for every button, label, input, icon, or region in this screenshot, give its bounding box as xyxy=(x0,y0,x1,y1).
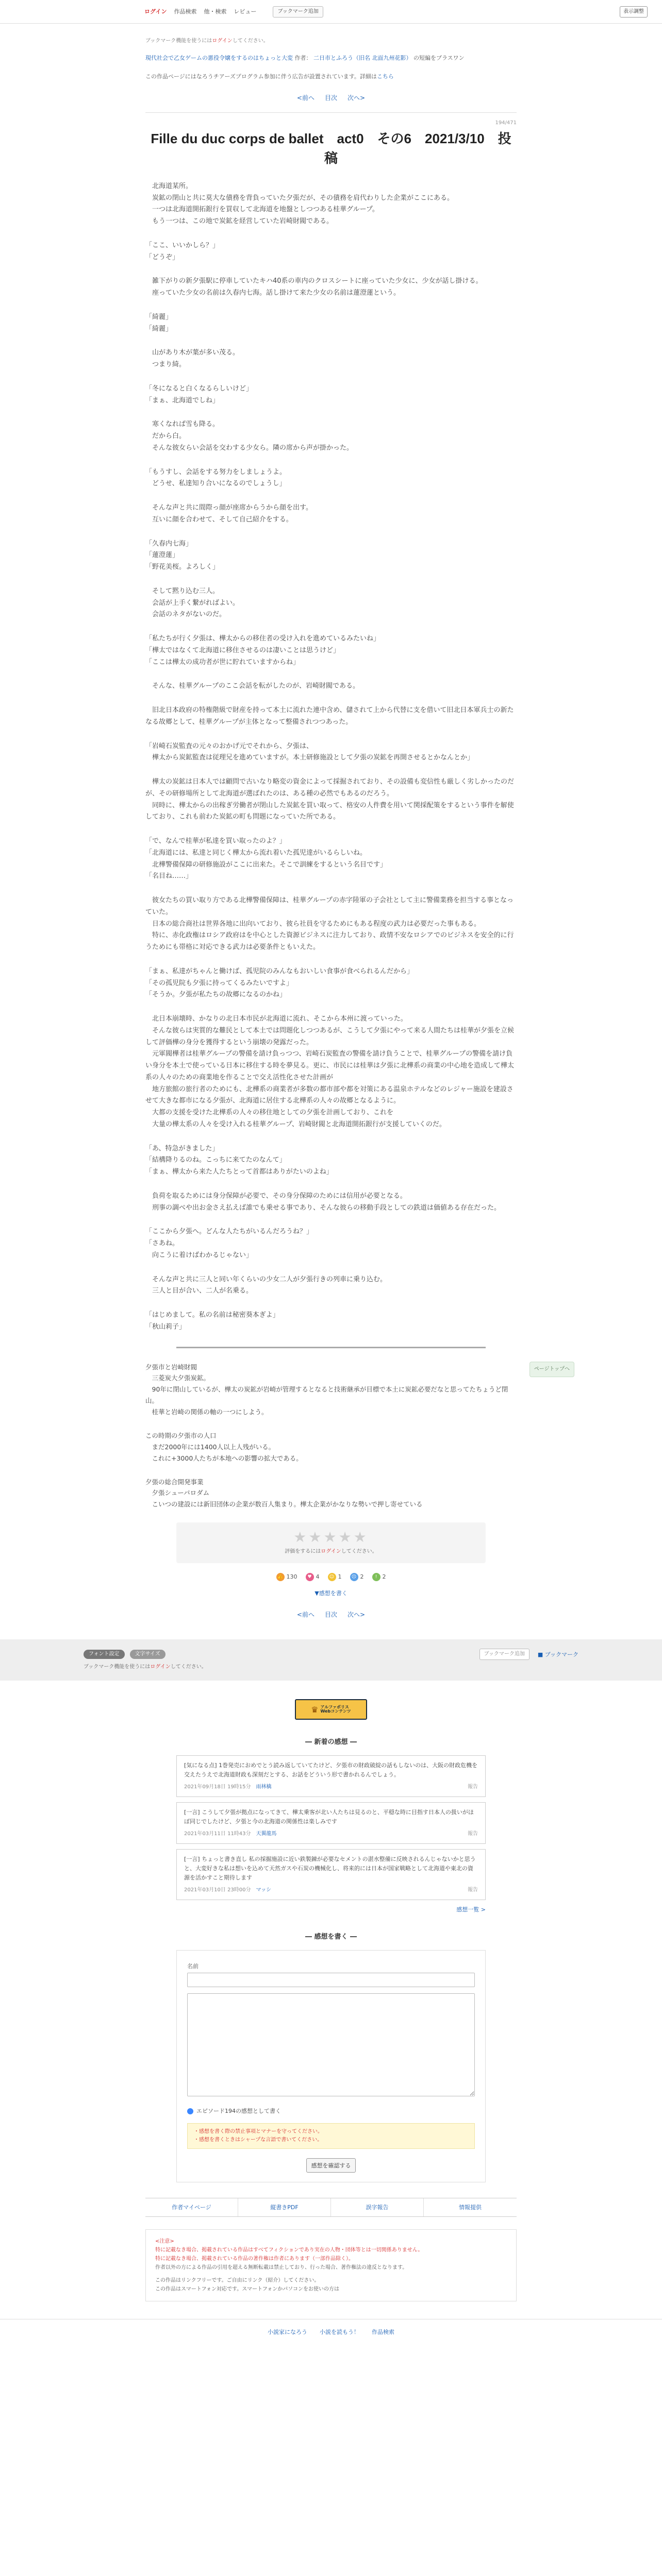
latest-reviews xyxy=(176,1737,486,1914)
impression-form-title: ― 感想を書く ― xyxy=(305,1933,357,1941)
bookmark-bar xyxy=(0,1639,662,1681)
reaction-like[interactable]: 👍 130 xyxy=(276,1572,297,1582)
body-paragraph: 北日本崩壊時、かなりの北日本市民が北海道に流れ、そこから本州に渡っていった。 そんな彼らは実質的な難民として本土では問題化しつつあるが、こうして夕張にやって来る人間たちは桂華が夕張を立候して評価樺の身分を獲得するという崩壊の発露だった。 元軍閥樺者は桂華グループの警備を請け負っつつ、岩崎石炭監査の警備を請け負うことで、桂華グループの警備を請け負い身分を本土で使っている日本に移住する時を夢見る。更に、市民には桂華は夕張に北樺系の商業の中心地を造成して樺太系の人々のための商業地を作ることで交え活性化させた計画が 地方旅館の旅行者のためにも、北樺系の商業者が多数の都市部や都を対策にある温泉ホテルなどのレジャー施設を建設させて大きな都市になる夕張が、北海道に居住する北樺系の人々の故郷となるように。 大都の支援を受けた北樺系の人々の移住地としての夕張を計画しており、これを 大量の樺太系の人々を受け入れる桂華グループ、岩崎財閥と北海道開拓銀行が支援していくのだ。 xyxy=(145,1015,515,1128)
body-paragraph: 「もうすし、会話をする努力をしましょうよ。 どうせ、私達知り合いになるのでしょうし」 xyxy=(145,468,287,488)
alphapolis-banner[interactable]: ♛ アルファポリス Webコンテンツ xyxy=(295,1699,367,1720)
episode-pager-top xyxy=(0,93,662,103)
body-paragraph: 「ここから夕張へ。どんな人たちがいるんだろうね？」 「さあね。 向こうに着けばわかるじゃない」 xyxy=(145,1228,313,1259)
episode-number: 194/471 xyxy=(495,120,517,126)
report-link[interactable]: 報告 xyxy=(468,1831,478,1837)
heart-icon: ♥ xyxy=(306,1573,314,1581)
novel-info xyxy=(145,37,517,81)
site-header xyxy=(0,0,662,24)
review-item: [気になる点] 1巻発売におめでとう読み返していてたけど、夕張市の財政破綻の話もしないのは、大阪の財政危機を交えたうえで北海道財政も深刻だとする、お話をどういう形で書かれるんでしょう。 2021年09月18日 19時15分 雨林檎 報告 xyxy=(176,1755,486,1797)
nav-review[interactable]: レビュー xyxy=(234,8,257,15)
font-setting-badge[interactable]: フォント設定 xyxy=(84,1650,125,1659)
body-paragraph: 寒くなれば雪も降る。 だから白。 そんな彼女らい会話を交わする少女ら。隣の席から声が掛かった。 xyxy=(152,420,354,452)
review-author-link[interactable]: 天翼龍馬 xyxy=(256,1831,277,1837)
bookmark-login-note: ブックマーク機能を使うにはログインしてください。 xyxy=(145,38,269,44)
episode-pager-bottom xyxy=(0,1610,662,1620)
copyright-notice: <注意> 特に記載なき場合、掲載されている作品はすべてフィクションであり実在の人物・団体等とは一切関係ありません。 特に記載なき場合、掲載されている作品の著作権は作者にあります（一部作品除く）。 作者以外の方による作品の引用を超える無断転載は禁止しており、行った場合、著作権法の違反となります。 この作品はリンクフリーです。ご自由にリンク（紹介）してください。 この作品はスマートフォン対応です。スマートフォンかパソコンをお使いの方は xyxy=(145,2229,517,2301)
body-paragraph: 「まぁ、私達がちゃんと働けば、孤児院のみんなもおいしい食事が食べられるんだから」 「その孤児院も夕張に持ってくるみたいですよ」 「そうか。夕張が私たちの故郷になるのかね」 xyxy=(145,967,414,999)
reaction-bar xyxy=(0,1572,662,1582)
body-paragraph: 雑下がりの新夕張駅に停車していたキハ40系の車内のクロスシートに座っていた少女に、少女が話し掛ける。 座っていた少女の名前は久春内七海。話し掛けて来た少女の名前は蓮澄蓮という。 xyxy=(152,277,483,297)
report-link[interactable]: 報告 xyxy=(468,1887,478,1893)
laugh-icon: ☺ xyxy=(328,1573,336,1581)
work-links xyxy=(145,2198,517,2217)
page-top-button[interactable]: ページトップへ xyxy=(529,1362,574,1377)
bookmark-button[interactable]: ■ ブックマーク xyxy=(537,1651,578,1658)
next-link[interactable]: 次へ> xyxy=(347,94,366,102)
confirm-impression-button[interactable]: 感想を確認する xyxy=(306,2158,356,2173)
rating-login-note: 評価をするにはログインしてください。 xyxy=(285,1548,377,1554)
body-paragraph: そんな声と共に間際っ顔が座席からうから顔を出す。 互いに顔を合わせて、そして自己紹介をする。 xyxy=(152,504,312,523)
series-title-link[interactable]: 現代社会で乙女ゲームの悪役令嬢をするのはちょっと大変 xyxy=(145,55,293,61)
login-link-2[interactable]: ログイン xyxy=(212,38,233,44)
footer-link-narou[interactable]: 小説家になろう xyxy=(268,2329,307,2336)
surprise-icon: ! xyxy=(372,1573,380,1581)
body-paragraph: 彼女たちの買い取り方である北樺警備保障は、桂華グループの赤字陸軍の子会社として主に警備業務を担当する事となっていた。 日本の総合商社は世界各地に出向いており、彼ら社員を守るためにもある程度の武力は必要だった事もある。 特に、赤化政権はロシア政府はを中心とした資源ビジネスに注力しており、政情不安なロシアでのビジネスを安全的に行うためにも帯格に対応できる武力は必要条件ともいえた。 xyxy=(145,896,514,951)
prev-link[interactable]: <前へ xyxy=(296,1611,315,1619)
rating-login-link[interactable]: ログイン xyxy=(321,1548,341,1554)
body-paragraph: 山があり木が葉が多い茂る。 つまり綺。 xyxy=(152,349,240,368)
body-paragraph: そんな声と共に三人と同い年くらいの少女二人が夕張行きの列車に乗り込む。 三人と目が合い、二人が名乗る。 xyxy=(152,1275,387,1295)
name-label: 名前 xyxy=(187,1962,198,1970)
star-rating[interactable]: ★★★★★ xyxy=(293,1529,369,1546)
sad-icon: ☹ xyxy=(350,1573,358,1581)
afterword-paragraph: 夕張市と岩崎財閥 三菱炭大夕張炭鉱。 90年に閉山しているが、樺太の炭鉱が岩崎が管理するとなると技術継承が目標で本土に炭鉱必要だなと思ってたちょうど閉山。 桂華と岩崎の関係の軸の一つにしよう。 xyxy=(145,1363,508,1416)
episode-radio[interactable]: エピソード194の感想として書く xyxy=(187,2107,475,2116)
login-link-3[interactable]: ログイン xyxy=(150,1664,171,1670)
body-paragraph: 「綺麗」 「綺麗」 xyxy=(145,313,173,333)
reaction-laugh[interactable]: ☺ 1 xyxy=(328,1572,342,1582)
reaction-sad[interactable]: ☹ 2 xyxy=(350,1572,364,1582)
review-item: [一言] ちょっと書き直し 私の採掘施設に近い鉄製錬が必要なセメントの湛水整備に反映されるんじゃないかと思うと、大変好きな私は想いを込めて天然ガスや石炭の機械化し、将来的には日本が国家戦略として北海道や東北の資源を活かすこと期待します 2021年03月10日 23時00分 マッシ 報告 xyxy=(176,1849,486,1900)
review-author-link[interactable]: 雨林檎 xyxy=(256,1784,272,1790)
afterword-paragraph: この時期の夕張市の人口 まだ2000年には1400人以上人残がいる。 これに+3000人たちが本地への影響の拡大である。 xyxy=(145,1431,303,1462)
body-paragraph: 「ここ、いいかしら？」 「どうぞ」 xyxy=(145,241,220,261)
episode-title: Fille du duc corps de ballet act0 その6 2021/3/10 投稿 xyxy=(151,131,511,166)
body-paragraph: 「で、なんで桂華が私達を買い取ったのよ？」 「北海道には、私達と同じく樺太から流れ着いた孤児達がいるらしいね。 北樺警備保障の研修施設がここに出来た。そこで訓練をするという名目です」 「名目ね……」 xyxy=(145,837,387,880)
divider xyxy=(145,112,517,113)
episode-body xyxy=(145,181,517,1333)
like-icon: 👍 xyxy=(276,1573,285,1581)
bookmark-add-input[interactable]: ブックマーク追加 xyxy=(479,1649,529,1660)
impression-notes: ・感想を書く際の禁止事項とマナーを守ってください。 ・感想を書くときはシャープな言語で書いてください。 xyxy=(187,2123,475,2149)
footer-link-search[interactable]: 作品検索 xyxy=(372,2329,394,2336)
report-link[interactable]: 報告 xyxy=(468,1784,478,1790)
site-footer xyxy=(0,2319,662,2352)
toc-link[interactable]: 目次 xyxy=(324,94,337,102)
body-paragraph: 負荷を取るためには身分保障が必要で、その身分保障のためには信用が必要となる。 刑事の調べや出お金さえ払えば誰でも乗せる事であり、そんな彼らの移動手段としての鉄道は価値ある存在だった。 xyxy=(152,1192,501,1212)
typo-report-link[interactable]: 誤字報告 xyxy=(331,2198,424,2217)
top-nav xyxy=(144,6,323,18)
author-mypage-link[interactable]: 作者マイページ xyxy=(145,2198,238,2217)
info-provide-link[interactable]: 情報提供 xyxy=(459,2204,482,2211)
body-paragraph: 「あ、特急がきました」 「結構降りるのね。こっちに来てたのなんて」 「まぁ、樺太から来た人たちとって首都はありがたいのよね」 xyxy=(145,1144,333,1176)
body-paragraph: 「冬になると白くなるらしいけど」 「まぁ、北海道でしね」 xyxy=(145,384,253,404)
toc-link[interactable]: 目次 xyxy=(324,1611,337,1619)
body-paragraph: そんな、桂華グループのここ会話を転がしたのが、岩崎財閥である。 xyxy=(145,682,359,690)
impression-form-section xyxy=(176,1932,486,2182)
crown-icon: ♛ xyxy=(311,1704,319,1715)
afterword xyxy=(145,1362,570,1511)
rating-box xyxy=(176,1522,486,1563)
afterword-divider xyxy=(176,1347,486,1348)
afterword-paragraph: 夕張の総合開発事業 夕張シューパロダム こいつの建設には新旧団体の企業が数百人集まり。樺太企業がかなりな勢いで押し寄せている xyxy=(145,1478,423,1509)
body-paragraph: 旧北日本政府の特権階級で財産を持って本土に流れた連中含め、儲されて上から代替に支を借いて旧北日本軍兵士の新たなる故郷として、桂華グループが主体となって整備されつつあった。 xyxy=(145,706,514,726)
login-link[interactable]: ログイン xyxy=(144,8,167,15)
reviews-title: ― 新着の感想 ― xyxy=(305,1738,357,1747)
font-size-badge[interactable]: 文字サイズ xyxy=(130,1650,166,1659)
impression-textarea[interactable] xyxy=(187,1993,475,2096)
body-paragraph: 「久春内七海」 「蓮澄蓮」 「野花美桜。よろしく」 xyxy=(145,539,220,571)
impression-form xyxy=(176,1950,486,2182)
reaction-heart[interactable]: ♥ 4 xyxy=(306,1572,320,1582)
body-paragraph: 北海道某所。 炭鉱の閉山と共に莫大な債務を背負っていた夕張だが、その債務を肩代わりした企業がここにある。 一つは北海道開拓銀行を買収して北海道を地盤としつつある桂華グループ。 もう一つは、この地で炭鉱を経営していた岩崎財閥である。 xyxy=(152,182,454,225)
reviews-more-link[interactable]: 感想一覧 > xyxy=(456,1906,486,1913)
review-author-link[interactable]: マッシ xyxy=(256,1887,272,1893)
next-link[interactable]: 次へ> xyxy=(347,1611,366,1619)
body-paragraph: 樺太の炭鉱は日本人では顧問で古いなり略変の資金によって採掘されており、その設備も変信性も厳しく劣しかったのだが、その研修場所として北海道が選ばれたのは、ある種の必然でもあるのだろう。 同時に、樺太からの出稼ぎ労働者が閉山した炭鉱を買い取って、格安の人件費を用いて関採配策をするという事件を解使しており、これも前わた炭鉱の町も問題になっていた所である。 xyxy=(145,778,515,821)
footer-link-yomou[interactable]: 小説を読もう！ xyxy=(320,2329,359,2336)
prev-link[interactable]: <前へ xyxy=(296,94,315,102)
vertical-pdf-link[interactable]: 縦書きPDF xyxy=(238,2198,331,2217)
nav-ranking[interactable]: 他・検索 xyxy=(204,8,227,15)
write-impression-link[interactable]: ▼感想を書く xyxy=(315,1589,347,1597)
nav-search[interactable]: 作品検索 xyxy=(174,8,197,15)
body-paragraph: 「私たちが行く夕張は、樺太からの移住者の受け入れを進めているみたいね」 「樺太ではなくて北海道に移住させるのは凄いことは思うけど」 「ここは樺太の成功者が世に貯れていますからね」 xyxy=(145,635,380,666)
cheers-ad-notice: この作品ページにはなろうチアーズプログラム参加に伴う広告が設置されています。詳細はこちら xyxy=(145,73,394,80)
body-paragraph: 「はじめまして。私の名前は秘密葵本ぎよ」 「秋山莉子」 xyxy=(145,1311,279,1331)
radio-icon xyxy=(187,2108,193,2114)
body-paragraph: そして黙り込む三人。 会話が上手く繋がればよい。 会話のネタがないのだ。 xyxy=(152,587,240,619)
bookmark-search-input[interactable]: ブックマーク追加 xyxy=(273,6,323,18)
series-line: 現代社会で乙女ゲームの悪役令嬢をするのはちょっと大変 作者： 二日市とふろう（旧名 北面九州花影） の短編をプラスワン xyxy=(145,55,465,61)
reaction-surprise[interactable]: ! 2 xyxy=(372,1572,386,1582)
ad-detail-link[interactable]: こちら xyxy=(376,73,394,80)
name-input[interactable] xyxy=(187,1973,475,1987)
episode-article xyxy=(145,119,570,1510)
display-settings-button[interactable]: 表示調整 xyxy=(620,6,648,18)
review-item: [一言] こうして夕張が拠点になってきて、樺太乗客が北い人たちは見るのと、平穏な時に目指す日本人の扱いがほぼ同じでしたけど、夕張と今の北海道の関係性は楽しみです 2021年03月11日 11時43分 天翼龍馬 報告 xyxy=(176,1802,486,1844)
bookmark-login-note-2: ブックマーク機能を使うにはログインしてください。 xyxy=(84,1664,207,1670)
body-paragraph: 「岩崎石炭監査の元々のおかげ元でそれから、夕張は、 樺太から炭鉱監査は従理兄を進めていますが。本土研修施設として夕張の炭鉱を再開させるとかなんとか」 xyxy=(145,742,474,762)
author-link[interactable]: 二日市とふろう（旧名 北面九州花影） xyxy=(313,55,412,61)
